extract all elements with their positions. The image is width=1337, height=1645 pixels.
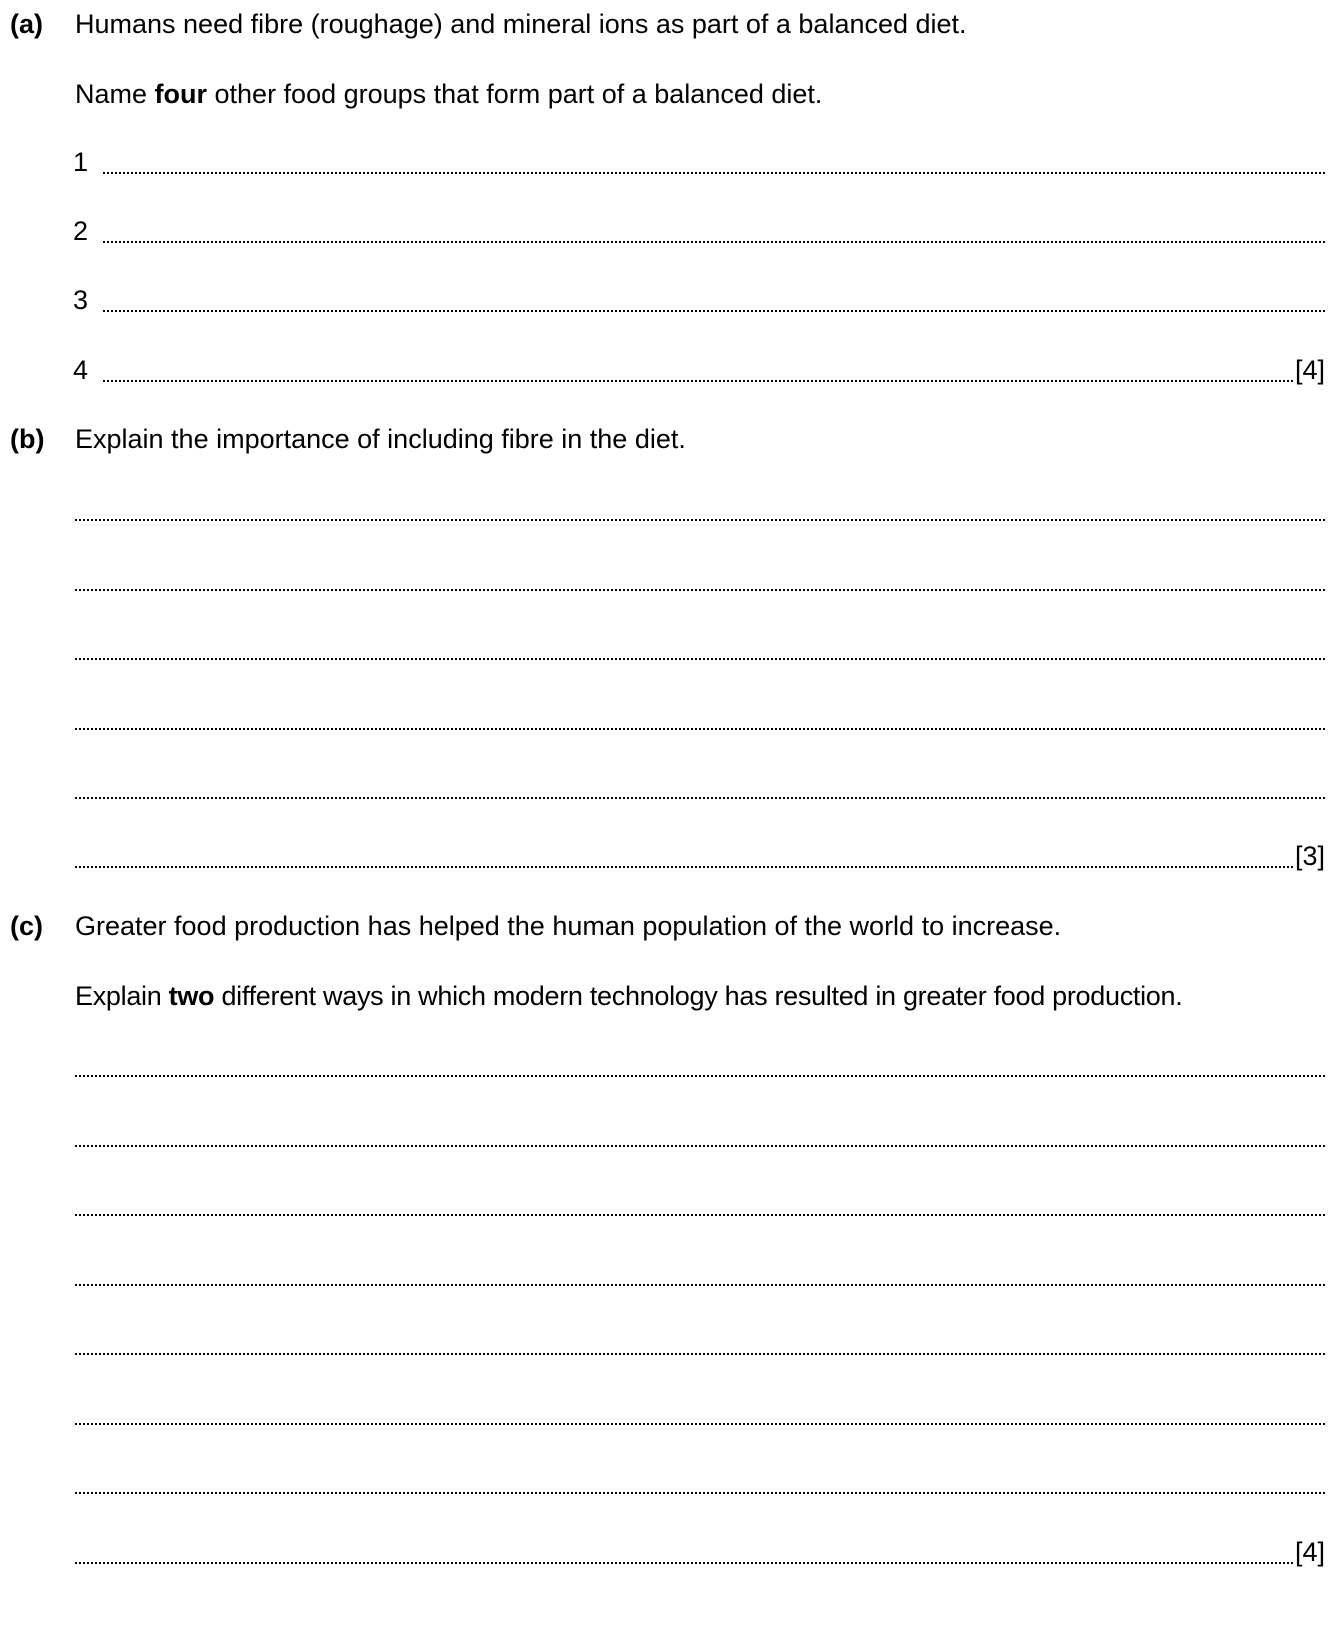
answer-line-1[interactable] xyxy=(73,146,1325,178)
answer-line[interactable] xyxy=(75,1327,1325,1359)
answer-line[interactable] xyxy=(75,1049,1325,1081)
answer-line[interactable] xyxy=(75,1397,1325,1429)
item-number: 1 xyxy=(73,147,89,177)
marks-label: [3] xyxy=(1294,841,1325,871)
item-number: 2 xyxy=(73,216,89,246)
answer-line-3[interactable] xyxy=(73,284,1325,316)
marks-label: [4] xyxy=(1294,355,1325,385)
marks-label: [4] xyxy=(1294,1537,1325,1567)
part-a-statement: Humans need fibre (roughage) and mineral ions as part of a balanced diet. xyxy=(75,9,967,39)
part-c-label: (c) xyxy=(10,911,43,941)
answer-line[interactable] xyxy=(75,563,1325,595)
answer-line[interactable] xyxy=(75,702,1325,734)
answer-line[interactable] xyxy=(75,840,1325,872)
answer-line[interactable] xyxy=(75,632,1325,664)
answer-line[interactable] xyxy=(75,1188,1325,1220)
answer-line[interactable] xyxy=(75,1466,1325,1498)
item-number: 4 xyxy=(73,355,89,385)
answer-line[interactable] xyxy=(75,1119,1325,1151)
part-a-label: (a) xyxy=(10,9,43,39)
item-number: 3 xyxy=(73,285,89,315)
answer-line[interactable] xyxy=(75,1536,1325,1568)
part-b-label: (b) xyxy=(10,424,45,454)
answer-line[interactable] xyxy=(75,493,1325,525)
part-c-statement: Greater food production has helped the human population of the world to increase. xyxy=(75,911,1062,941)
part-c-instruction: Explain two different ways in which modern technology has resulted in greater food production. xyxy=(75,981,1183,1011)
part-b-question: Explain the importance of including fibre in the diet. xyxy=(75,424,686,454)
answer-line[interactable] xyxy=(75,1258,1325,1290)
answer-line-2[interactable] xyxy=(73,215,1325,247)
part-a-instruction: Name four other food groups that form part of a balanced diet. xyxy=(75,79,823,109)
answer-line[interactable] xyxy=(75,771,1325,803)
answer-line-4[interactable] xyxy=(73,354,1325,386)
